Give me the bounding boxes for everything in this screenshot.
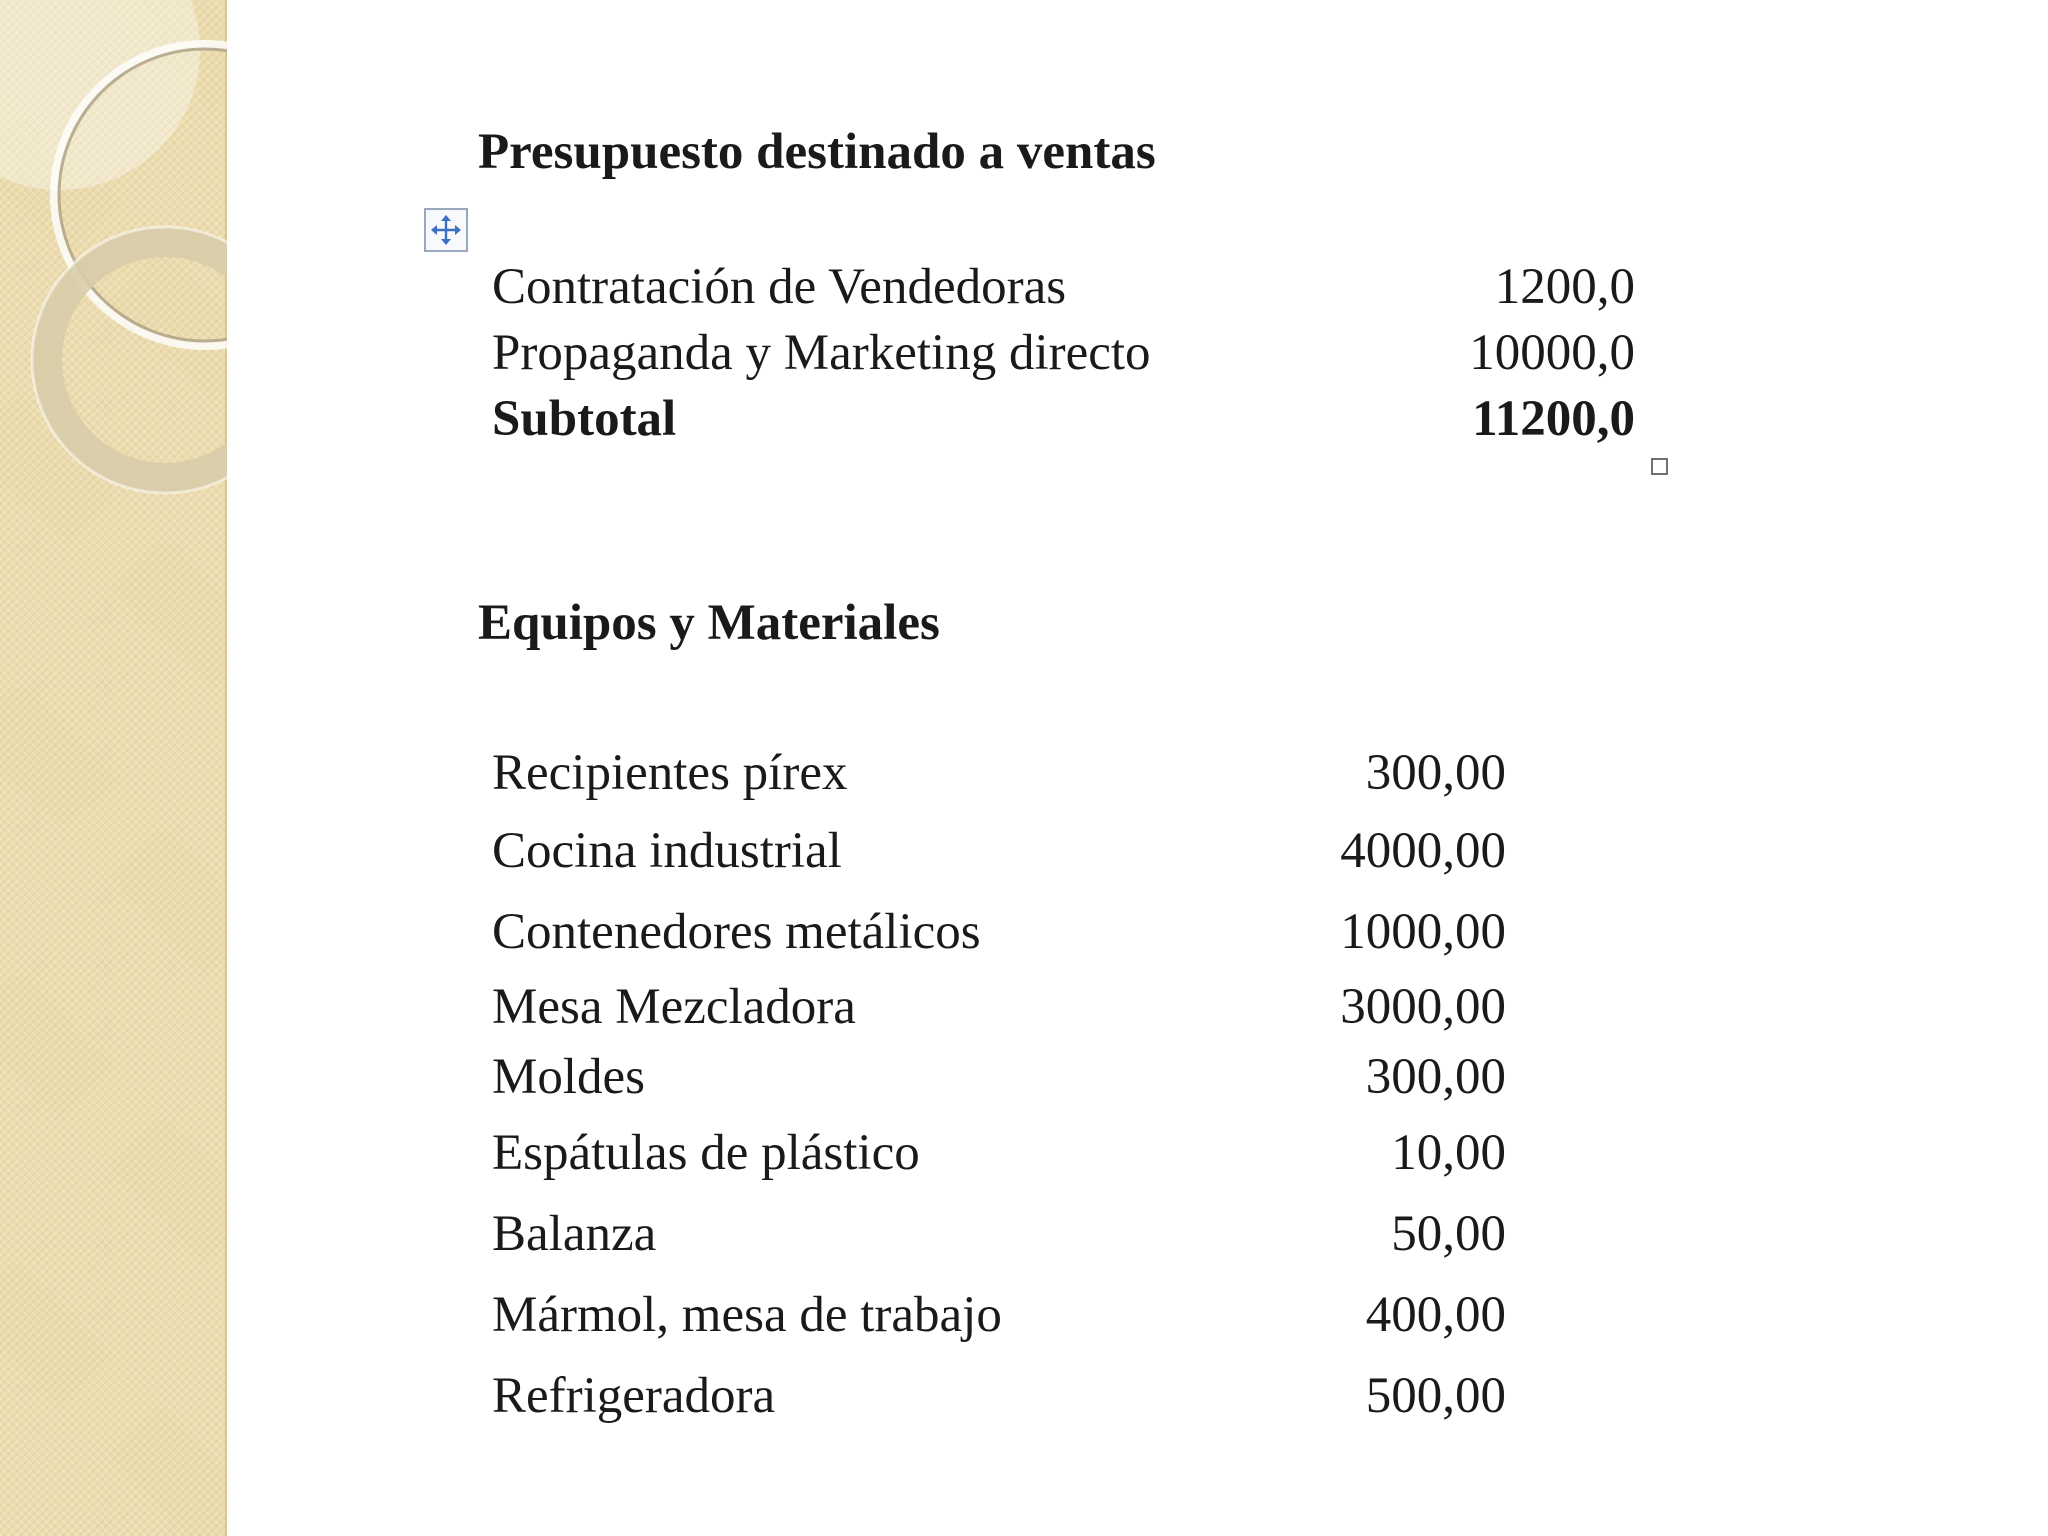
table-row [492,320,1635,386]
table-row [492,972,1506,1042]
item-label: Espátulas de plástico [492,1125,920,1181]
table-resize-handle[interactable] [1651,458,1668,475]
table-row [492,810,1506,891]
subtotal-row [492,386,1635,452]
equipment-heading: Equipos y Materiales [478,595,940,651]
subtotal-amount: 11200,0 [1472,391,1635,447]
item-label: Contenedores metálicos [492,903,981,960]
item-label: Refrigeradora [492,1367,776,1424]
item-amount: 50,00 [1391,1206,1506,1262]
equipment-table [492,736,1506,1436]
item-label: Balanza [492,1206,657,1262]
table-row [492,736,1506,810]
item-amount: 1000,00 [1340,903,1506,960]
table-move-handle[interactable] [424,208,468,252]
decorative-rings [0,0,227,520]
subtotal-label: Subtotal [492,391,677,447]
item-label: Mesa Mezcladora [492,979,856,1035]
item-amount: 1200,0 [1494,259,1635,315]
item-amount: 400,00 [1365,1286,1506,1343]
item-amount: 300,00 [1365,745,1506,801]
table-row [492,1042,1506,1112]
table-row [492,1355,1506,1436]
item-amount: 4000,00 [1340,822,1506,879]
item-amount: 300,00 [1365,1049,1506,1105]
table-row [492,254,1635,320]
item-amount: 10,00 [1391,1125,1506,1181]
item-amount: 500,00 [1365,1367,1506,1424]
sales-budget-heading: Presupuesto destinado a ventas [478,124,1156,180]
sales-budget-table [492,254,1635,452]
item-label: Cocina industrial [492,822,842,879]
decorative-side-band [0,0,227,1536]
decorative-ring-inner [47,242,227,478]
four-way-arrow-icon [429,213,463,247]
table-row [492,1112,1506,1194]
item-amount: 10000,0 [1469,325,1635,381]
table-row [492,1194,1506,1274]
item-label: Propaganda y Marketing directo [492,325,1151,381]
item-label: Mármol, mesa de trabajo [492,1286,1002,1343]
table-row [492,891,1506,972]
item-label: Recipientes pírex [492,745,848,801]
table-row [492,1274,1506,1355]
item-label: Contratación de Vendedoras [492,259,1067,315]
item-label: Moldes [492,1049,645,1105]
item-amount: 3000,00 [1340,979,1506,1035]
